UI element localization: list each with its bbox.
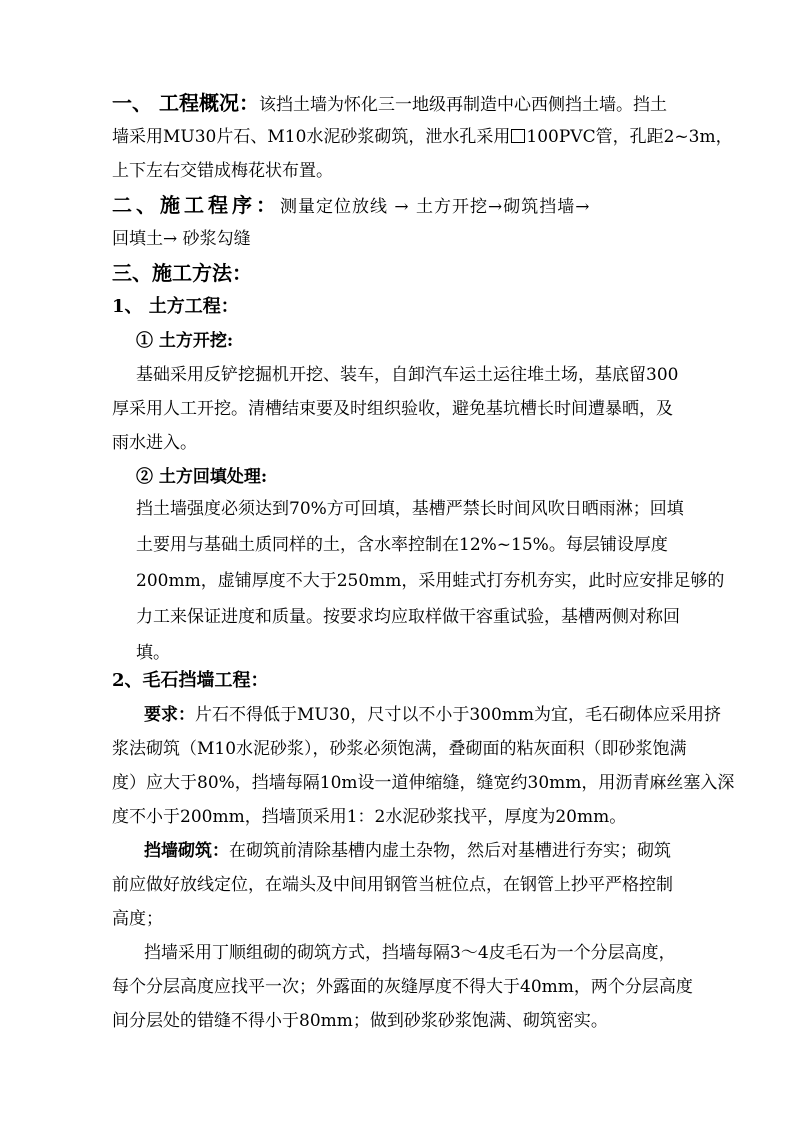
text-span: 片石不得低于MU30，尺寸以不小于300mm为宜，毛石砌体应采用挤: [195, 705, 722, 725]
item-2-line-3: 200mm，虚铺厚度不大于250mm，采用蛙式打夯机夯实，此时应安排足够的: [136, 571, 725, 591]
square-symbol: [511, 129, 525, 143]
text-span: 该挡土墙为怀化三一地级再制造中心西侧挡土墙。挡土: [258, 95, 667, 115]
section-2-line-2: 回填土→ 砂浆勾缝: [112, 229, 251, 249]
text-span: 在砌筑前清除基槽内虚土杂物，然后对基槽进行夯实；砌筑: [229, 841, 671, 861]
section-3-heading: 三、施工方法：: [112, 261, 252, 285]
requirements-line-1: [144, 698, 721, 732]
method-line-2: 每个分层高度应找平一次；外露面的灰缝厚度不得大于40mm，两个分层高度: [112, 977, 693, 997]
item-1-line-1: 基础采用反铲挖掘机开挖、装车，自卸汽车运土运往堆土场，基底留300: [136, 365, 679, 385]
subsection-2-heading: 2、毛石挡墙工程：: [112, 670, 269, 691]
item-1-line-2: 厚采用人工开挖。清槽结束要及时组织验收，避免基坑槽长时间遭暴晒，及: [112, 399, 673, 419]
item-2-line-1: 挡土墙强度必须达到70%方可回填，基槽严禁长时间风吹日晒雨淋；回填: [136, 499, 684, 519]
item-2-title: ② 土方回填处理:: [136, 467, 268, 487]
item-2-line-2: 土要用与基础土质同样的土，含水率控制在12%~15%。每层铺设厚度: [136, 535, 668, 555]
masonry-label: 挡墙砌筑：: [144, 841, 229, 861]
method-line-3: 间分层处的错缝不得小于80mm；做到砂浆砂浆饱满、砌筑密实。: [112, 1011, 608, 1031]
section-1-line-2: [112, 120, 733, 154]
text-span: 测量定位放线 → 土方开挖→砌筑挡墙→: [280, 197, 591, 217]
requirements-line-4: 度不小于200mm，挡墙顶采用1：2水泥砂浆找平，厚度为20mm。: [112, 807, 627, 827]
requirements-line-2: 浆法砌筑（M10水泥砂浆），砂浆必须饱满，叠砌面的粘灰面积（即砂浆饱满: [112, 739, 687, 759]
item-1-title: ① 土方开挖:: [136, 331, 234, 351]
text-span: 100PVC管，孔距2~3m，: [526, 127, 733, 147]
section-2-heading: 二、施工程序：: [112, 193, 280, 217]
section-1-heading: 一、 工程概况：: [112, 91, 259, 115]
item-1-line-3: 雨水进入。: [112, 433, 197, 453]
requirements-label: 要求：: [144, 705, 195, 725]
item-2-line-4: 力工来保证进度和质量。按要求均应取样做干容重试验，基槽两侧对称回: [136, 607, 680, 627]
section-1-line-1: [112, 86, 667, 122]
text-span: 墙采用MU30片石、M10水泥砂浆砌筑，泄水孔采用: [112, 127, 511, 147]
requirements-line-3: 度）应大于80%，挡墙每隔10m设一道伸缩缝，缝宽约30mm，用沥青麻丝塞入深: [112, 773, 735, 793]
item-2-line-5: 填。: [136, 643, 170, 663]
masonry-line-2: 前应做好放线定位，在端头及中间用钢管当桩位点，在钢管上抄平严格控制: [112, 875, 673, 895]
method-line-1: 挡墙采用丁顺组砌的砌筑方式，挡墙每隔3～4皮毛石为一个分层高度，: [144, 943, 676, 963]
masonry-line-1: [144, 834, 671, 868]
section-1-line-3: 上下左右交错成梅花状布置。: [112, 161, 333, 181]
subsection-1-heading: 1、 土方工程：: [112, 296, 239, 317]
masonry-line-3: 高度；: [112, 909, 163, 929]
section-2-line-1: [112, 188, 591, 224]
